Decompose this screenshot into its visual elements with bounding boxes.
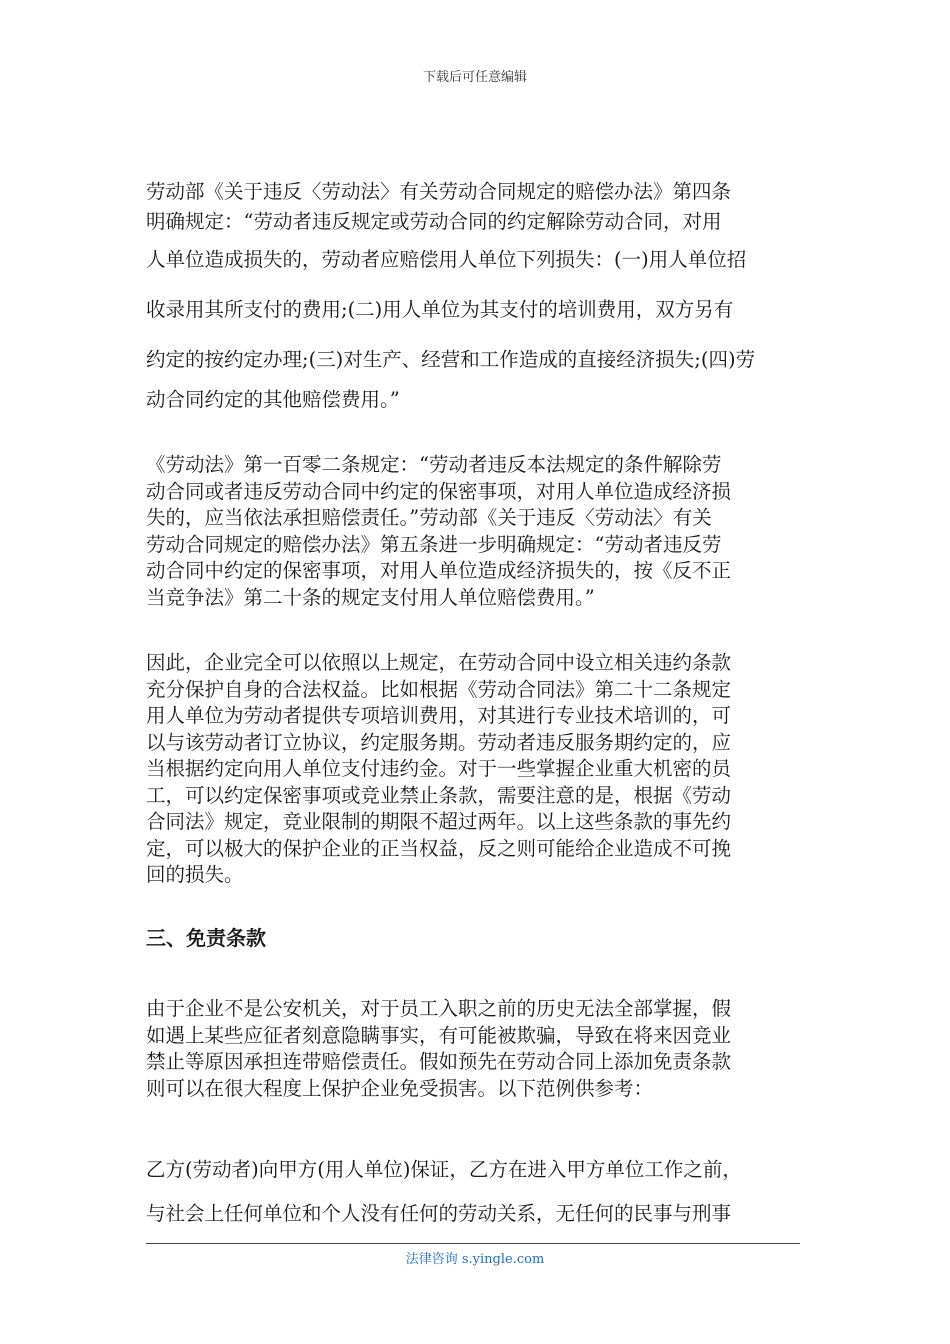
text-line: 收录用其所支付的费用;(二)用人单位为其支付的培训费用，双方另有 — [146, 298, 734, 321]
text-line: 人单位造成损失的，劳动者应赔偿用人单位下列损失：(一)用人单位招 — [146, 248, 747, 271]
text-line: 乙方(劳动者)向甲方(用人单位)保证，乙方在进入甲方单位工作之前， — [146, 1158, 742, 1181]
text-line: 动合同约定的其他赔偿费用。” — [146, 388, 400, 411]
text-line: 则可以在很大程度上保护企业免受损害。以下范例供参考： — [146, 1076, 654, 1100]
header-note: 下载后可任意编辑 — [422, 70, 527, 85]
section-heading: 三、免责条款 — [146, 926, 266, 950]
text-line: 当根据约定向用人单位支付违约金。对于一些掌握企业重大机密的员 — [146, 757, 732, 780]
text-line: 以与该劳动者订立协议，约定服务期。劳动者违反服务期约定的，应 — [146, 730, 732, 754]
text-line: 《劳动法》第一百零二条规定：“劳动者违反本法规定的条件解除劳 — [146, 453, 722, 476]
text-line: 约定的按约定办理;(三)对生产、经营和工作造成的直接经济损失;(四)劳 — [146, 348, 756, 371]
text-line: 劳动部《关于违反〈劳动法〉有关劳动合同规定的赔偿办法》第四条 — [146, 180, 732, 203]
text-line: 动合同或者违反劳动合同中约定的保密事项，对用人单位造成经济损 — [146, 479, 732, 503]
text-line: 与社会上任何单位和个人没有任何的劳动关系，无任何的民事与刑事 — [146, 1202, 732, 1225]
text-line: 如遇上某些应征者刻意隐瞒事实，有可能被欺骗，导致在将来因竞业 — [146, 1023, 732, 1047]
text-line: 用人单位为劳动者提供专项培训费用，对其进行专业技术培训的，可 — [146, 704, 732, 727]
footer-link[interactable]: 法律咨询 s.yingle.com — [405, 1252, 545, 1267]
paragraph-conclusion — [146, 650, 816, 889]
text-line: 合同法》规定，竞业限制的期限不超过两年。以上这些条款的事先约 — [146, 810, 732, 833]
text-line: 定，可以极大的保护企业的正当权益，反之则可能给企业造成不可挽 — [146, 836, 732, 860]
text-line: 因此，企业完全可以依照以上规定，在劳动合同中设立相关违约条款 — [146, 651, 732, 674]
paragraph-disclaimer-intro — [146, 996, 816, 1102]
paragraph-sample-clause — [146, 1156, 816, 1244]
paragraph-article-102 — [146, 452, 816, 611]
text-line: 失的，应当依法承担赔偿责任。”劳动部《关于违反〈劳动法〉有关 — [146, 506, 712, 529]
text-line: 当竞争法》第二十条的规定支付用人单位赔偿费用。” — [146, 585, 595, 609]
text-line: 明确规定：“劳动者违反规定或劳动合同的约定解除劳动合同，对用 — [146, 210, 722, 233]
text-line: 充分保护自身的合法权益。比如根据《劳动合同法》第二十二条规定 — [146, 677, 732, 701]
paragraph-compensation-rules — [146, 176, 816, 416]
text-line: 劳动合同规定的赔偿办法》第五条进一步明确规定：“劳动者违反劳 — [146, 532, 722, 556]
text-line: 回的损失。 — [146, 863, 244, 886]
text-line: 动合同中约定的保密事项，对用人单位造成经济损失的，按《反不正 — [146, 559, 732, 582]
text-line: 禁止等原因承担连带赔偿责任。假如预先在劳动合同上添加免责条款 — [146, 1050, 732, 1073]
text-line: 工，可以约定保密事项或竞业禁止条款，需要注意的是，根据《劳动 — [146, 783, 732, 807]
footer-divider — [146, 1243, 800, 1244]
text-line: 由于企业不是公安机关，对于员工入职之前的历史无法全部掌握，假 — [146, 997, 732, 1020]
